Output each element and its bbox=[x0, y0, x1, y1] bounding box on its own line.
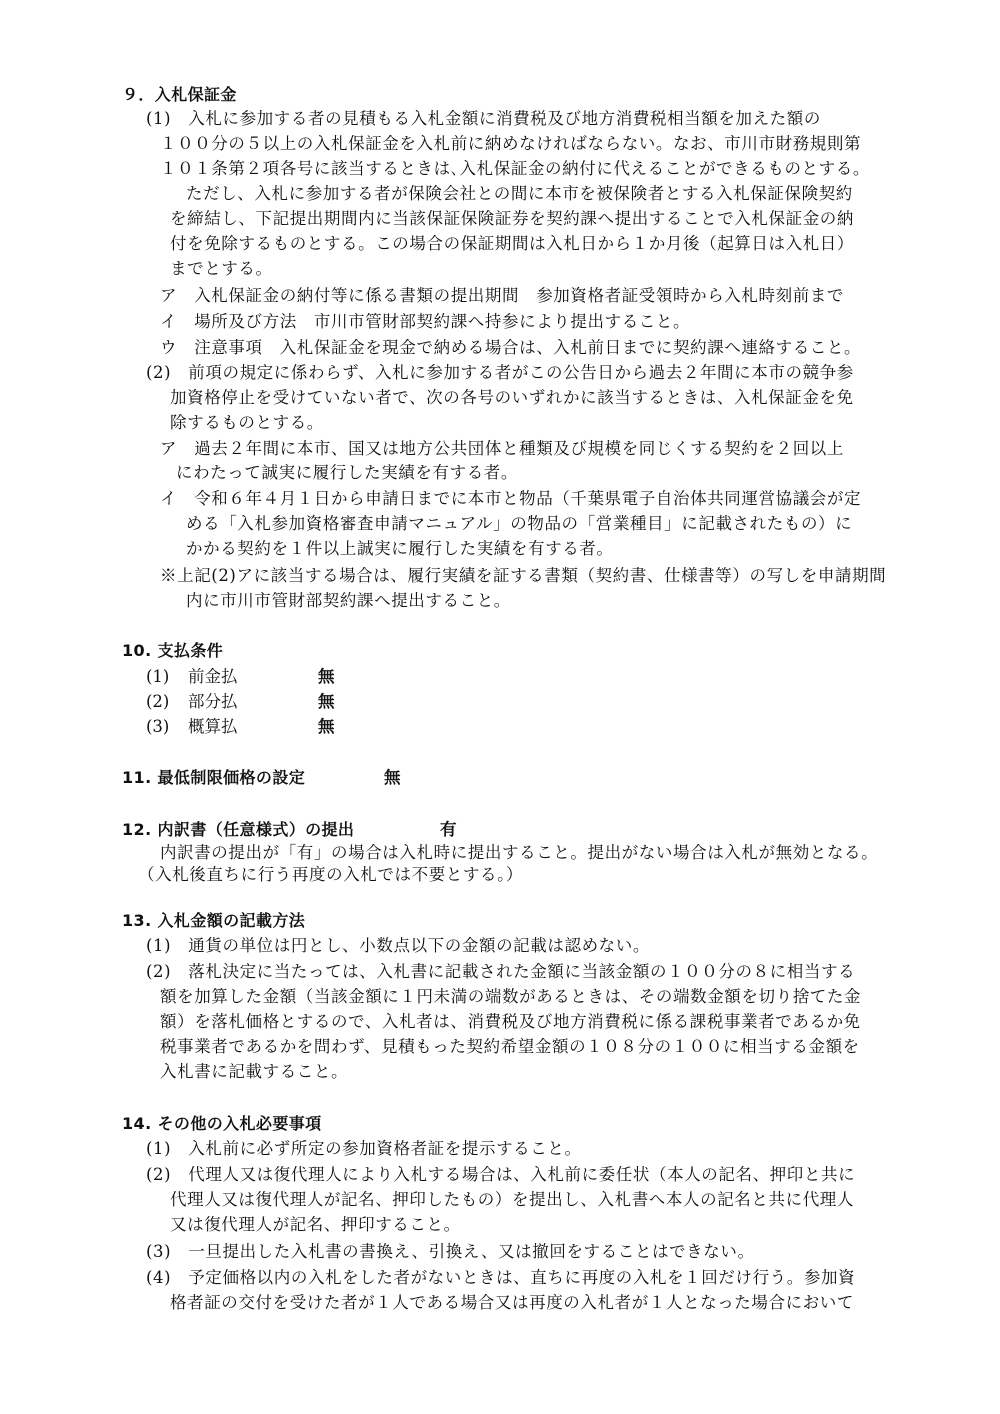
s9-item-a: ア 入札保証金の納付等に係る書類の提出期間 参加資格者証受領時から入札時刻前まで bbox=[160, 286, 844, 305]
s11-value: 無 bbox=[384, 768, 401, 787]
s10-row-num: (3) bbox=[146, 717, 170, 736]
s10-row-label: 概算払 bbox=[188, 717, 238, 736]
s10-row-num: (1) bbox=[146, 667, 170, 686]
s9-p2-line: 加資格停止を受けていない者で、次の各号のいずれかに該当するときは、入札保証金を免 bbox=[170, 388, 854, 407]
s13-p2-line: (2) 落札決定に当たっては、入札書に記載された金額に当該金額の１００分の８に相当する bbox=[146, 962, 856, 981]
s9-item-u: ウ 注意事項 入札保証金を現金で納める場合は、入札前日までに契約課へ連絡すること。 bbox=[160, 338, 862, 357]
s9-p1-line: を締結し、下記提出期間内に当該保証保険証券を契約課へ提出することで入札保証金の納 bbox=[170, 209, 854, 228]
s12-line: 内訳書の提出が「有」の場合は入札時に提出すること。提出がない場合は入札が無効となる。 bbox=[160, 843, 879, 862]
s9-p1-line: １０１条第２項各号に該当するときは､入札保証金の納付に代えることができるものとする。 bbox=[160, 159, 870, 178]
s9-note-line: 内に市川市管財部契約課へ提出すること。 bbox=[186, 591, 511, 610]
s14-p3: (3) 一旦提出した入札書の書換え、引換え、又は撤回をすることはできない。 bbox=[146, 1242, 755, 1261]
s9-p1-line: 付を免除するものとする。この場合の保証期間は入札日から１か月後（起算日は入札日） bbox=[170, 234, 854, 253]
s9-p2-a-line: ア 過去２年間に本市、国又は地方公共団体と種類及び規模を同じくする契約を２回以上 bbox=[160, 439, 844, 458]
s13-p1: (1) 通貨の単位は円とし、小数点以下の金額の記載は認めない。 bbox=[146, 936, 650, 955]
s9-p2-i-line: める「入札参加資格審査申請マニュアル」の物品の「営業種目」に記載されたもの）に bbox=[186, 514, 853, 533]
s10-row-value: 無 bbox=[318, 692, 335, 711]
s13-p2-line: 入札書に記載すること。 bbox=[160, 1062, 349, 1081]
section-13-heading: 13. 入札金額の記載方法 bbox=[122, 911, 306, 930]
s10-row-label: 前金払 bbox=[188, 667, 238, 686]
section-9-heading: ９．入札保証金 bbox=[122, 85, 237, 104]
s14-p4-line: 格者証の交付を受けた者が１人である場合又は再度の入札者が１人となった場合において bbox=[170, 1293, 854, 1312]
s9-p2-a-line: にわたって誠実に履行した実績を有する者。 bbox=[176, 463, 518, 482]
s10-row-value: 無 bbox=[318, 667, 335, 686]
s13-p2-line: 税事業者であるかを問わず、見積もった契約希望金額の１０８分の１００に相当する金額を bbox=[160, 1037, 860, 1056]
s14-p2-line: (2) 代理人又は復代理人により入札する場合は、入札前に委任状（本人の記名、押印と共に bbox=[146, 1165, 856, 1184]
s12-value: 有 bbox=[440, 820, 457, 839]
s13-p2-line: 額を加算した金額（当該金額に１円未満の端数があるときは、その端数金額を切り捨てた金 bbox=[160, 987, 862, 1006]
s9-p2-line: (2) 前項の規定に係わらず、入札に参加する者がこの公告日から過去２年間に本市の競争参 bbox=[146, 363, 854, 382]
s12-line: （入札後直ちに行う再度の入札では不要とする。） bbox=[138, 865, 524, 884]
s10-row-label: 部分払 bbox=[188, 692, 238, 711]
s9-p1-line: までとする。 bbox=[170, 259, 273, 278]
section-10-heading: 10. 支払条件 bbox=[122, 641, 224, 660]
s14-p2-line: 代理人又は復代理人が記名、押印したもの）を提出し、入札書へ本人の記名と共に代理人 bbox=[170, 1190, 854, 1209]
s9-p2-i-line: イ 令和６年４月１日から申請日までに本市と物品（千葉県電子自治体共同運営協議会が定 bbox=[160, 489, 862, 508]
s10-row-num: (2) bbox=[146, 692, 170, 711]
s9-p1-line: １００分の５以上の入札保証金を入札前に納めなければならない。なお、市川市財務規則第 bbox=[160, 134, 862, 153]
s9-p2-i-line: かかる契約を１件以上誠実に履行した実績を有する者。 bbox=[186, 539, 614, 558]
s9-item-i: イ 場所及び方法 市川市管財部契約課へ持参により提出すること。 bbox=[160, 312, 691, 331]
s9-p2-line: 除するものとする。 bbox=[170, 413, 324, 432]
section-14-heading: 14. その他の入札必要事項 bbox=[122, 1114, 322, 1133]
s9-p1-line: (1) 入札に参加する者の見積もる入札金額に消費税及び地方消費税相当額を加えた額の bbox=[146, 109, 821, 128]
s10-row-value: 無 bbox=[318, 717, 335, 736]
section-11-heading: 11. 最低制限価格の設定 bbox=[122, 768, 306, 787]
s14-p1: (1) 入札前に必ず所定の参加資格者証を提示すること。 bbox=[146, 1139, 582, 1158]
s14-p4-line: (4) 予定価格以内の入札をした者がないときは、直ちに再度の入札を１回だけ行う。参加資 bbox=[146, 1268, 856, 1287]
s9-p1-line: ただし、入札に参加する者が保険会社との間に本市を被保険者とする入札保証保険契約 bbox=[186, 184, 853, 203]
s14-p2-line: 又は復代理人が記名、押印すること。 bbox=[170, 1215, 461, 1234]
s13-p2-line: 額）を落札価格とするので、入札者は、消費税及び地方消費税に係る課税事業者であるか免 bbox=[160, 1012, 861, 1031]
s9-note-line: ※上記(2)アに該当する場合は、履行実績を証する書類（契約書、仕様書等）の写しを申請期間 bbox=[160, 566, 887, 585]
section-12-heading: 12. 内訳書（任意様式）の提出 bbox=[122, 820, 355, 839]
